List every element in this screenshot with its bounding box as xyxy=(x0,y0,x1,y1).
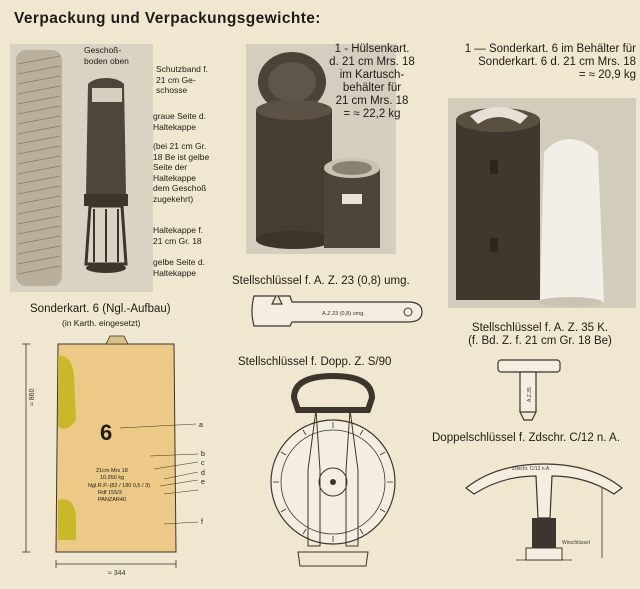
charge-number: 6 xyxy=(100,420,113,445)
charge-label-line-5: PANZAR40 xyxy=(98,497,127,503)
key-doppelschluessel-engraving: Zdschr. C/12 n.A. xyxy=(512,466,551,472)
key-doppelschluessel-drawing xyxy=(456,448,632,580)
key-az35-caption: Stellschlüssel f. A. Z. 35 K. (f. Bd. Z. f. 21 cm Gr. 18 Be) xyxy=(468,322,612,347)
key-az23-drawing xyxy=(248,290,428,330)
label-gelbe-seite: gelbe Seite d. Haltekappe xyxy=(153,257,205,278)
key-dopp-caption: Stellschlüssel f. Dopp. Z. S/90 xyxy=(238,356,392,368)
charge-label-line-3: Ngl.R.P.-(82 / 180 0,5 / 3) xyxy=(88,483,150,489)
projectile-packaging-photo xyxy=(10,44,153,292)
charge-label-line-4: Rdf 155/3 xyxy=(98,490,122,496)
huelsenkart-text: 1 - Hülsenkart. d. 21 cm Mrs. 18 im Kartusch- behälter für 21 cm Mrs. 18 = ≈ 22,2 kg xyxy=(329,43,415,120)
callout-d: d xyxy=(201,470,205,477)
callout-a: a xyxy=(199,422,203,429)
sonderkart-header-text: 1 — Sonderkart. 6 im Behälter für Sonderkart. 6 d. 21 cm Mrs. 18 = ≈ 20,9 kg xyxy=(464,43,636,81)
dim-height-label: ≈ 860 xyxy=(29,388,36,406)
sonderkart-container-photo xyxy=(448,98,636,308)
sonderkart-drawing-subtitle: (in Karth. eingesetzt) xyxy=(62,318,141,328)
callout-b: b xyxy=(201,451,205,458)
callout-f: f xyxy=(201,519,203,526)
callout-c: c xyxy=(201,460,205,467)
key-az35-engraving: A.Z.35 xyxy=(527,387,533,402)
sonderkart-technical-drawing xyxy=(14,330,236,580)
charge-label-line-1: 21cm Mrs 18 xyxy=(96,468,128,474)
page-title: Verpackung und Verpackungsgewichte: xyxy=(14,10,321,27)
sonderkart-drawing-title: Sonderkart. 6 (Ngl.-Aufbau) xyxy=(30,303,171,315)
callout-e: e xyxy=(201,479,205,486)
label-geschossboden: Geschoß- boden oben xyxy=(84,45,129,66)
dim-width-label: ≈ 344 xyxy=(108,570,126,577)
label-graue-seite: graue Seite d. Haltekappe xyxy=(153,111,206,132)
key-doppelschluessel-caption: Doppelschlüssel f. Zdschr. C/12 n. A. xyxy=(432,432,620,444)
label-haltekappe: Haltekappe f. 21 cm Gr. 18 xyxy=(153,225,204,246)
key-dopp-drawing xyxy=(258,370,408,585)
key-az35-drawing xyxy=(494,354,564,422)
key-doppelschluessel-small-label: Wirschlüssel xyxy=(562,540,591,546)
label-gelbe-seite-note: (bei 21 cm Gr. 18 Be ist gelbe Seite der Haltekappe dem Geschoß zugekehrt) xyxy=(153,141,210,204)
key-az23-engraving: A.Z.23 (0,8) umg. xyxy=(322,311,365,317)
label-schutzband: Schutzband f. 21 cm Ge- schosse xyxy=(156,64,208,95)
charge-label-line-2: 10,950 kg xyxy=(100,475,125,481)
key-az23-caption: Stellschlüssel f. A. Z. 23 (0,8) umg. xyxy=(232,275,410,287)
